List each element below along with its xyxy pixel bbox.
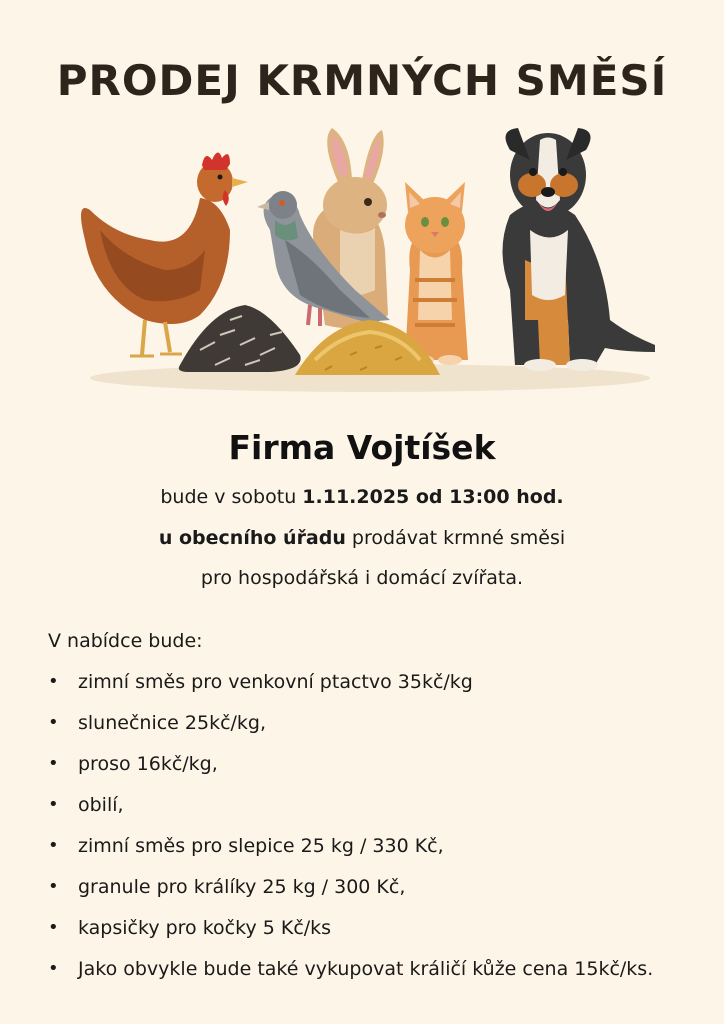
list-item: [48, 917, 653, 958]
list-item-text: obilí,: [78, 794, 124, 816]
list-item: [48, 958, 653, 999]
dog-icon: [503, 128, 656, 371]
offer-list: [48, 671, 653, 999]
location-followup-text: prodávat krmné směsi: [345, 527, 566, 549]
list-item: [48, 876, 653, 917]
farm-animals-illustration: [70, 120, 660, 400]
bullet-icon: •: [48, 753, 59, 774]
company-name: Firma Vojtíšek: [228, 428, 496, 467]
announcement-location-line: [0, 527, 724, 549]
list-item: [48, 753, 653, 794]
page-title: PRODEJ KRMNÝCH SMĚSÍ: [56, 56, 668, 105]
list-item: [48, 835, 653, 876]
event-date-time: 1.11.2025 od 13:00 hod.: [302, 486, 564, 508]
list-item-text: kapsičky pro kočky 5 Kč/ks: [78, 917, 332, 939]
offer-heading: V nabídce bude:: [48, 630, 203, 652]
list-item: [48, 712, 653, 753]
bullet-icon: •: [48, 671, 59, 692]
list-item: [48, 794, 653, 835]
list-item-text: granule pro králíky 25 kg / 300 Kč,: [78, 876, 406, 898]
cat-icon: [405, 182, 468, 365]
list-item: [48, 671, 653, 712]
list-item-text: zimní směs pro slepice 25 kg / 330 Kč,: [78, 835, 444, 857]
bullet-icon: •: [48, 917, 59, 938]
announcement-date-line: [0, 486, 724, 508]
list-item-text: proso 16kč/kg,: [78, 753, 218, 775]
list-item-text: Jako obvykle bude také vykupovat králičí kůže cena 15kč/ks.: [78, 958, 654, 980]
bullet-icon: •: [48, 794, 59, 815]
event-location: u obecního úřadu: [158, 527, 346, 549]
bullet-icon: •: [48, 958, 59, 979]
list-item-text: zimní směs pro venkovní ptactvo 35kč/kg: [78, 671, 473, 693]
bullet-icon: •: [48, 712, 59, 733]
bullet-icon: •: [48, 835, 59, 856]
date-intro-text: bude v sobotu: [160, 486, 303, 508]
bullet-icon: •: [48, 876, 59, 897]
list-item-text: slunečnice 25kč/kg,: [78, 712, 267, 734]
announcement-audience-line: pro hospodářská i domácí zvířata.: [200, 567, 524, 589]
